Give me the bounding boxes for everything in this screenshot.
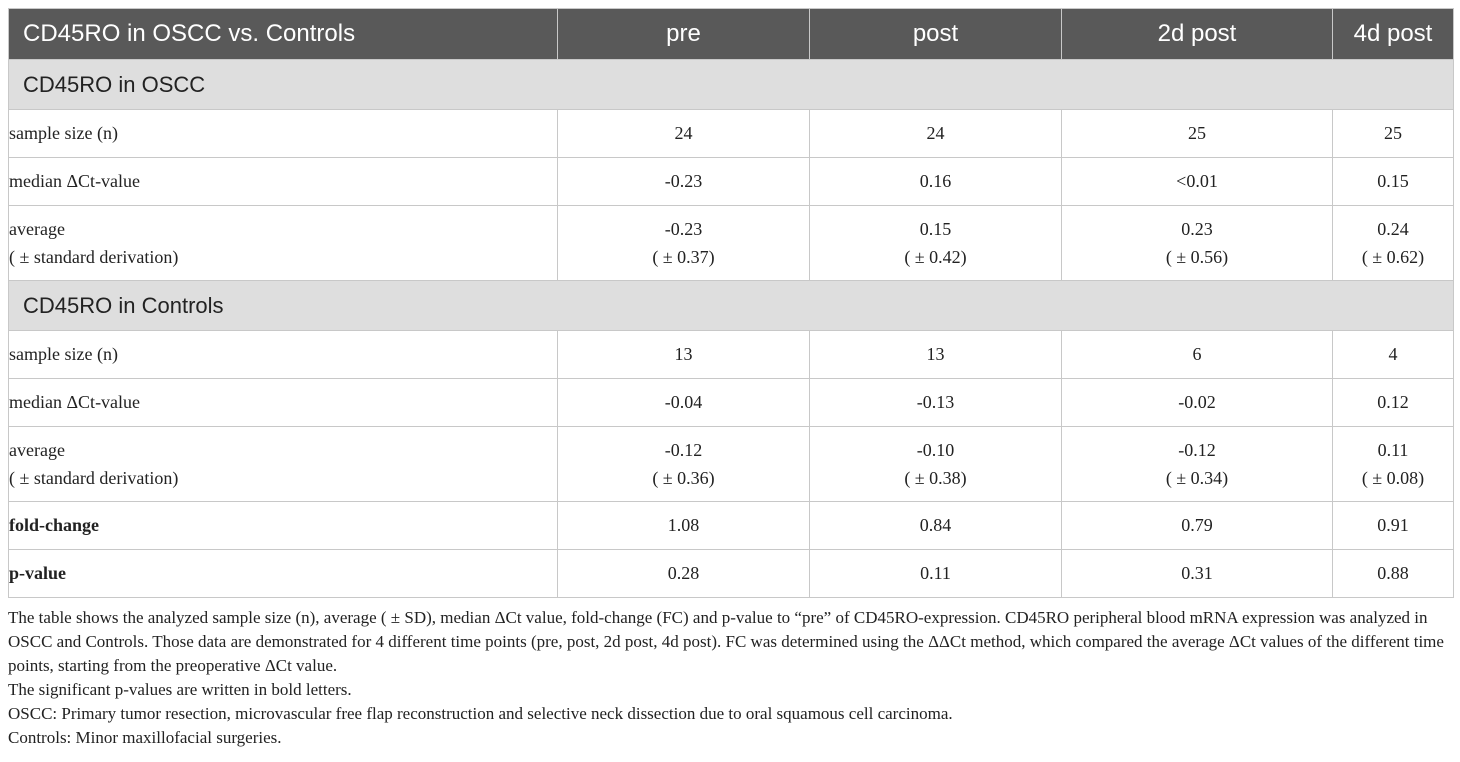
cell-average: 0.11 xyxy=(1377,440,1409,460)
cell-average: 0.24 xyxy=(1377,219,1409,239)
cell-value: 13 xyxy=(810,331,1062,379)
table-header-row xyxy=(9,9,1454,60)
table-row xyxy=(9,550,1454,598)
cell-average: 0.23 xyxy=(1181,219,1213,239)
row-label xyxy=(9,206,558,281)
section-controls xyxy=(9,281,1454,331)
cell-sd: ( ± 0.37) xyxy=(652,247,715,267)
cell-value xyxy=(558,427,810,502)
cell-value: 0.16 xyxy=(810,158,1062,206)
cell-value: 0.88 xyxy=(1333,550,1454,598)
row-label xyxy=(9,427,558,502)
header-pre: pre xyxy=(558,9,810,60)
cell-value xyxy=(810,206,1062,281)
table-footnotes xyxy=(8,606,1456,750)
cell-value xyxy=(1333,427,1454,502)
cell-average: -0.23 xyxy=(664,219,703,239)
cell-value: 0.31 xyxy=(1062,550,1333,598)
cell-average: -0.12 xyxy=(664,440,703,460)
cell-sd: ( ± 0.56) xyxy=(1165,247,1229,267)
cell-value xyxy=(558,206,810,281)
cell-value: 0.84 xyxy=(810,502,1062,550)
table-row xyxy=(9,206,1454,281)
section-controls-title: CD45RO in Controls xyxy=(9,281,1454,331)
cell-value: 0.79 xyxy=(1062,502,1333,550)
section-oscc-title: CD45RO in OSCC xyxy=(9,60,1454,110)
cell-value: -0.02 xyxy=(1062,379,1333,427)
table-row xyxy=(9,379,1454,427)
footnote-description: The table shows the analyzed sample size (n), average ( ± SD), median ΔCt value, fold-change (FC) and p-value to “pre” of CD45RO-expression. CD45RO peripheral blood mRNA expression was analyzed in OSCC and Controls. Those data are demonstrated for 4 different time points (pre, post, 2d post, 4d post). FC was determined using the ΔΔCt method, which compared the average ΔCt values of the different time points, starting from the preoperative ΔCt value. xyxy=(8,608,1444,675)
row-label-line1: average xyxy=(9,440,65,460)
row-label: median ΔCt-value xyxy=(9,379,558,427)
section-oscc xyxy=(9,60,1454,110)
table-row xyxy=(9,427,1454,502)
cell-value xyxy=(1062,427,1333,502)
footnote-significance: The significant p-values are written in bold letters. xyxy=(8,680,352,699)
row-label: fold-change xyxy=(9,502,558,550)
cell-value: 0.11 xyxy=(810,550,1062,598)
cell-value: 4 xyxy=(1333,331,1454,379)
cell-value: 24 xyxy=(810,110,1062,158)
header-4d-post: 4d post xyxy=(1333,9,1454,60)
cell-value: -0.04 xyxy=(558,379,810,427)
table-row xyxy=(9,110,1454,158)
cell-sd: ( ± 0.38) xyxy=(904,468,967,488)
cell-average: 0.15 xyxy=(919,219,952,239)
cell-value: 0.15 xyxy=(1333,158,1454,206)
table-row xyxy=(9,331,1454,379)
cell-sd: ( ± 0.36) xyxy=(652,468,715,488)
cell-average: -0.10 xyxy=(916,440,955,460)
row-label-line2: ( ± standard derivation) xyxy=(9,468,179,488)
cell-sd: ( ± 0.08) xyxy=(1361,468,1425,488)
cell-sd: ( ± 0.62) xyxy=(1361,247,1425,267)
cell-average: -0.12 xyxy=(1178,440,1216,460)
table-container xyxy=(8,8,1453,598)
cell-value: -0.23 xyxy=(558,158,810,206)
row-label: p-value xyxy=(9,550,558,598)
row-label: sample size (n) xyxy=(9,110,558,158)
cell-value: 25 xyxy=(1333,110,1454,158)
table-row xyxy=(9,502,1454,550)
cell-value xyxy=(810,427,1062,502)
row-label-line1: average xyxy=(9,219,65,239)
cell-value xyxy=(1333,206,1454,281)
cell-value: 0.12 xyxy=(1333,379,1454,427)
cell-value: 25 xyxy=(1062,110,1333,158)
cell-value: 13 xyxy=(558,331,810,379)
footnote-controls: Controls: Minor maxillofacial surgeries. xyxy=(8,728,282,747)
header-post: post xyxy=(810,9,1062,60)
cell-value: <0.01 xyxy=(1062,158,1333,206)
row-label: sample size (n) xyxy=(9,331,558,379)
row-label: median ΔCt-value xyxy=(9,158,558,206)
cell-value: 0.91 xyxy=(1333,502,1454,550)
cell-value: -0.13 xyxy=(810,379,1062,427)
cell-value: 0.28 xyxy=(558,550,810,598)
footnote-oscc: OSCC: Primary tumor resection, microvascular free flap reconstruction and selective neck dissection due to oral squamous cell carcinoma. xyxy=(8,704,953,723)
header-title: CD45RO in OSCC vs. Controls xyxy=(9,9,558,60)
cell-sd: ( ± 0.34) xyxy=(1165,468,1229,488)
table-row xyxy=(9,158,1454,206)
cd45ro-table xyxy=(8,8,1454,598)
cell-value xyxy=(1062,206,1333,281)
cell-value: 1.08 xyxy=(558,502,810,550)
cell-value: 6 xyxy=(1062,331,1333,379)
row-label-line2: ( ± standard derivation) xyxy=(9,247,179,267)
cell-sd: ( ± 0.42) xyxy=(904,247,967,267)
cell-value: 24 xyxy=(558,110,810,158)
header-2d-post: 2d post xyxy=(1062,9,1333,60)
